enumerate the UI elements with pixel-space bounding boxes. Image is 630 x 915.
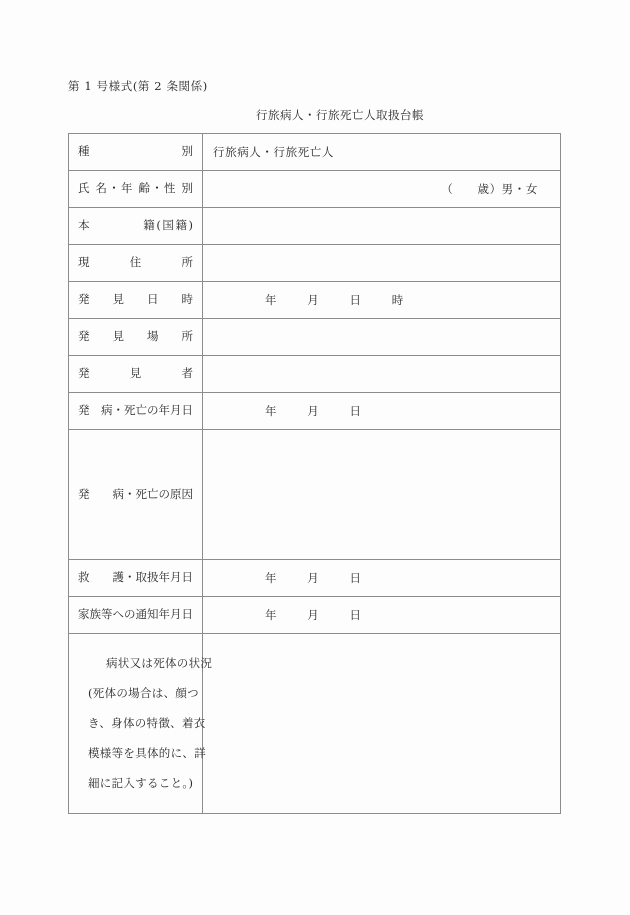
form-number: 第 1 号様式(第 2 条関係) <box>68 79 208 93</box>
date-unit-month: 月 <box>307 293 320 307</box>
row-label-found-datetime <box>69 282 203 319</box>
row-value-found-datetime[interactable] <box>203 282 561 319</box>
date-unit-hour: 時 <box>391 293 404 307</box>
row-label-family-notice-date <box>69 597 203 634</box>
table-row <box>69 560 561 597</box>
row-label-text: 種 別 <box>78 144 193 159</box>
row-value-found-place[interactable] <box>203 319 561 356</box>
note-label-line: き、身体の特徴、着衣 <box>88 716 206 730</box>
table-row <box>69 597 561 634</box>
row-value-text: （ 歳）男・女 <box>441 182 538 196</box>
row-value-family-notice-date[interactable] <box>203 597 561 634</box>
row-label-finder <box>69 356 203 393</box>
date-field-group <box>213 292 550 308</box>
date-unit-month: 月 <box>307 571 320 585</box>
note-label-line: 細に記入すること。) <box>88 776 194 790</box>
date-unit-month: 月 <box>307 404 320 418</box>
ledger-table <box>68 133 561 814</box>
table-row <box>69 319 561 356</box>
table-row <box>69 393 561 430</box>
row-label-text: 発 見 者 <box>78 366 193 381</box>
row-label-type <box>69 134 203 171</box>
table-row <box>69 134 561 171</box>
date-field-group <box>213 607 550 623</box>
note-label-line: (死体の場合は、顔つ <box>88 686 199 700</box>
row-label-condition-note <box>69 634 213 814</box>
row-value-condition-note[interactable] <box>203 634 561 814</box>
date-unit-day: 日 <box>349 571 362 585</box>
table-row <box>69 356 561 393</box>
row-label-text: 本 籍(国籍) <box>78 218 193 233</box>
table-row <box>69 282 561 319</box>
row-label-text: 家族等への通知年月日 <box>78 607 193 622</box>
note-label-block <box>78 634 213 813</box>
row-label-found-place <box>69 319 203 356</box>
date-unit-year: 年 <box>265 404 278 418</box>
row-value-cause[interactable] <box>203 430 561 560</box>
row-value-onset-death-date[interactable] <box>203 393 561 430</box>
row-value-domicile[interactable] <box>203 208 561 245</box>
table-row <box>69 208 561 245</box>
table-row <box>69 171 561 208</box>
row-value-finder[interactable] <box>203 356 561 393</box>
row-label-text: 発 見 日 時 <box>78 292 193 307</box>
row-label-text: 発 見 場 所 <box>78 329 193 344</box>
row-label-domicile <box>69 208 203 245</box>
row-value-name-age-sex[interactable] <box>203 171 561 208</box>
row-label-name-age-sex <box>69 171 203 208</box>
row-value-current-address[interactable] <box>203 245 561 282</box>
row-label-current-address <box>69 245 203 282</box>
date-field-group <box>213 403 550 419</box>
date-unit-year: 年 <box>265 571 278 585</box>
row-value-relief-date[interactable] <box>203 560 561 597</box>
row-label-text: 氏 名・年 齢・性 別 <box>78 181 193 196</box>
row-label-relief-date <box>69 560 203 597</box>
date-unit-year: 年 <box>265 608 278 622</box>
row-value-text: 行旅病人・行旅死亡人 <box>213 145 334 159</box>
row-label-text: 発 病・死亡の原因 <box>78 486 193 501</box>
date-unit-day: 日 <box>349 608 362 622</box>
table-row <box>69 245 561 282</box>
note-label-line: 模様等を具体的に、詳 <box>88 746 206 760</box>
row-label-text: 現 住 所 <box>78 255 193 270</box>
table-row <box>69 634 561 814</box>
date-unit-day: 日 <box>349 404 362 418</box>
date-unit-year: 年 <box>265 293 278 307</box>
page-title: 行旅病人・行旅死亡人取扱台帳 <box>256 108 424 122</box>
row-label-onset-death-date <box>69 393 203 430</box>
date-unit-month: 月 <box>307 608 320 622</box>
row-label-text: 発 病・死亡の年月日 <box>78 403 193 418</box>
row-value-type[interactable] <box>203 134 561 171</box>
table-row <box>69 430 561 560</box>
date-unit-day: 日 <box>349 293 362 307</box>
note-label-line: 病状又は死体の状況 <box>106 656 213 670</box>
date-field-group <box>213 570 550 586</box>
row-label-cause <box>69 430 203 560</box>
row-label-text: 救 護・取扱年月日 <box>78 570 193 585</box>
